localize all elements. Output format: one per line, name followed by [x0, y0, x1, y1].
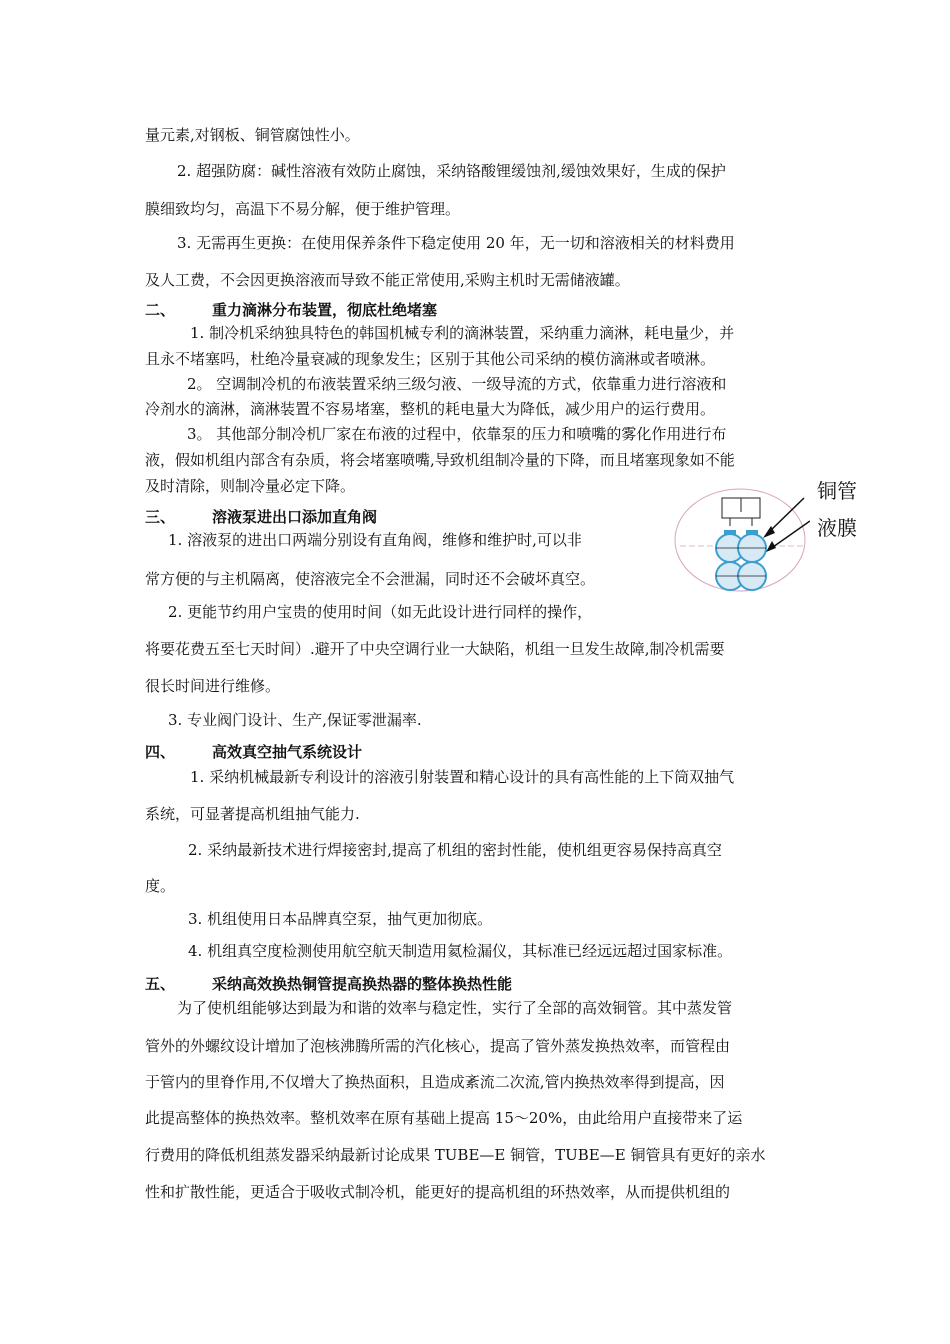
body-line: 3. 专业阀门设计、生产,保证零泄漏率. [168, 711, 422, 729]
body-line: 及时清除，则制冷量必定下降。 [145, 477, 356, 495]
body-line: 为了使机组能够达到最为和谐的效率与稳定性，实行了全部的高效铜管。其中蒸发管 [177, 999, 733, 1017]
section-title: 采纳高效换热铜管提高换热器的整体换热性能 [212, 975, 513, 993]
body-line: 液，假如机组内部含有杂质，将会堵塞喷嘴,导致机组制冷量的下降，而且堵塞现象如不能 [145, 451, 735, 469]
body-line: 量元素,对钢板、铜管腐蚀性小。 [145, 126, 360, 144]
body-line: 将要花费五至七天时间）.避开了中央空调行业一大缺陷，机组一旦发生故障,制冷机需要 [145, 640, 725, 658]
section-number: 三、 [145, 508, 176, 526]
copper-tubes [716, 534, 766, 590]
section-title: 溶液泵进出口添加直角阀 [212, 508, 378, 526]
body-line: 3。 其他部分制冷机厂家在布液的过程中，依靠泵的压力和喷嘴的雾化作用进行布 [187, 425, 727, 443]
body-line: 1. 采纳机械最新专利设计的溶液引射装置和精心设计的具有高性能的上下筒双抽气 [190, 768, 735, 786]
section-heading [145, 974, 512, 994]
body-line: 2。 空调制冷机的布液装置采纳三级匀液、一级导流的方式，依靠重力进行溶液和 [187, 375, 727, 393]
body-line: 1. 制冷机采纳独具特色的韩国机械专利的滴淋装置，采纳重力滴淋，耗电量少，并 [190, 324, 735, 342]
body-line: 很长时间进行维修。 [145, 677, 281, 695]
tube-film-diagram [672, 486, 810, 594]
body-line: 2. 更能节约用户宝贵的使用时间（如无此设计进行同样的操作， [168, 603, 593, 621]
section-heading [145, 742, 362, 762]
body-line: 管外的外螺纹设计增加了泡核沸腾所需的汽化核心，提高了管外蒸发换热效率，而管程由 [145, 1037, 731, 1055]
body-line: 常方便的与主机隔离，使溶液完全不会泄漏，同时还不会破坏真空。 [145, 570, 596, 588]
body-line: 2. 超强防腐：碱性溶液有效防止腐蚀，采纳铬酸锂缓蚀剂,缓蚀效果好，生成的保护 [177, 162, 726, 180]
body-line: 于管内的里脊作用,不仅增大了换热面积，且造成紊流二次流,管内换热效率得到提高，因 [145, 1073, 725, 1091]
section-number: 四、 [145, 743, 176, 761]
body-line: 冷剂水的滴淋，滴淋装置不容易堵塞，整机的耗电量大为降低，减少用户的运行费用。 [145, 400, 716, 418]
label-liquid-film: 液膜 [817, 516, 857, 540]
body-line: 1. 溶液泵的进出口两端分别设有直角阀，维修和维护时,可以非 [168, 531, 582, 549]
section-heading [145, 300, 437, 320]
arrow-copper-tube [763, 498, 804, 538]
body-line: 系统，可显著提高机组抽气能力. [145, 805, 360, 823]
section-number: 二、 [145, 301, 176, 319]
body-line: 及人工费，不会因更换溶液而导致不能正常使用,采购主机时无需储液罐。 [145, 271, 630, 289]
label-copper-tube: 铜管 [817, 479, 857, 503]
body-line: 且永不堵塞吗，杜绝冷量衰减的现象发生；区别于其他公司采纳的模仿滴淋或者喷淋。 [145, 350, 716, 368]
body-line: 3. 机组使用日本品牌真空泵，抽气更加彻底。 [188, 910, 493, 928]
body-line: 行费用的降低机组蒸发器采纳最新讨论成果 TUBE—E 铜管，TUBE—E 铜管具有更好的亲水 [145, 1146, 766, 1164]
body-line: 此提高整体的换热效率。整机效率在原有基础上提高 15～20%，由此给用户直接带来了运 [145, 1109, 743, 1127]
arrow-liquid-film [766, 521, 810, 552]
body-line: 性和扩散性能，更适合于吸收式制冷机，能更好的提高机组的环热效率，从而提供机组的 [145, 1183, 731, 1201]
body-line: 3. 无需再生更换：在使用保养条件下稳定使用 20 年，无一切和溶液相关的材料费用 [177, 234, 735, 252]
section-title: 高效真空抽气系统设计 [212, 743, 363, 761]
section-heading [145, 507, 377, 527]
body-line: 度。 [145, 877, 176, 895]
body-line: 2. 采纳最新技术进行焊接密封,提高了机组的密封性能，使机组更容易保持高真空 [188, 841, 722, 859]
body-line: 膜细致均匀，高温下不易分解，便于维护管理。 [145, 200, 461, 218]
body-line: 4. 机组真空度检测使用航空航天制造用氦检漏仪，其标准已经远远超过国家标准。 [188, 942, 733, 960]
section-number: 五、 [145, 975, 176, 993]
section-title: 重力滴淋分布装置，彻底杜绝堵塞 [212, 301, 438, 319]
